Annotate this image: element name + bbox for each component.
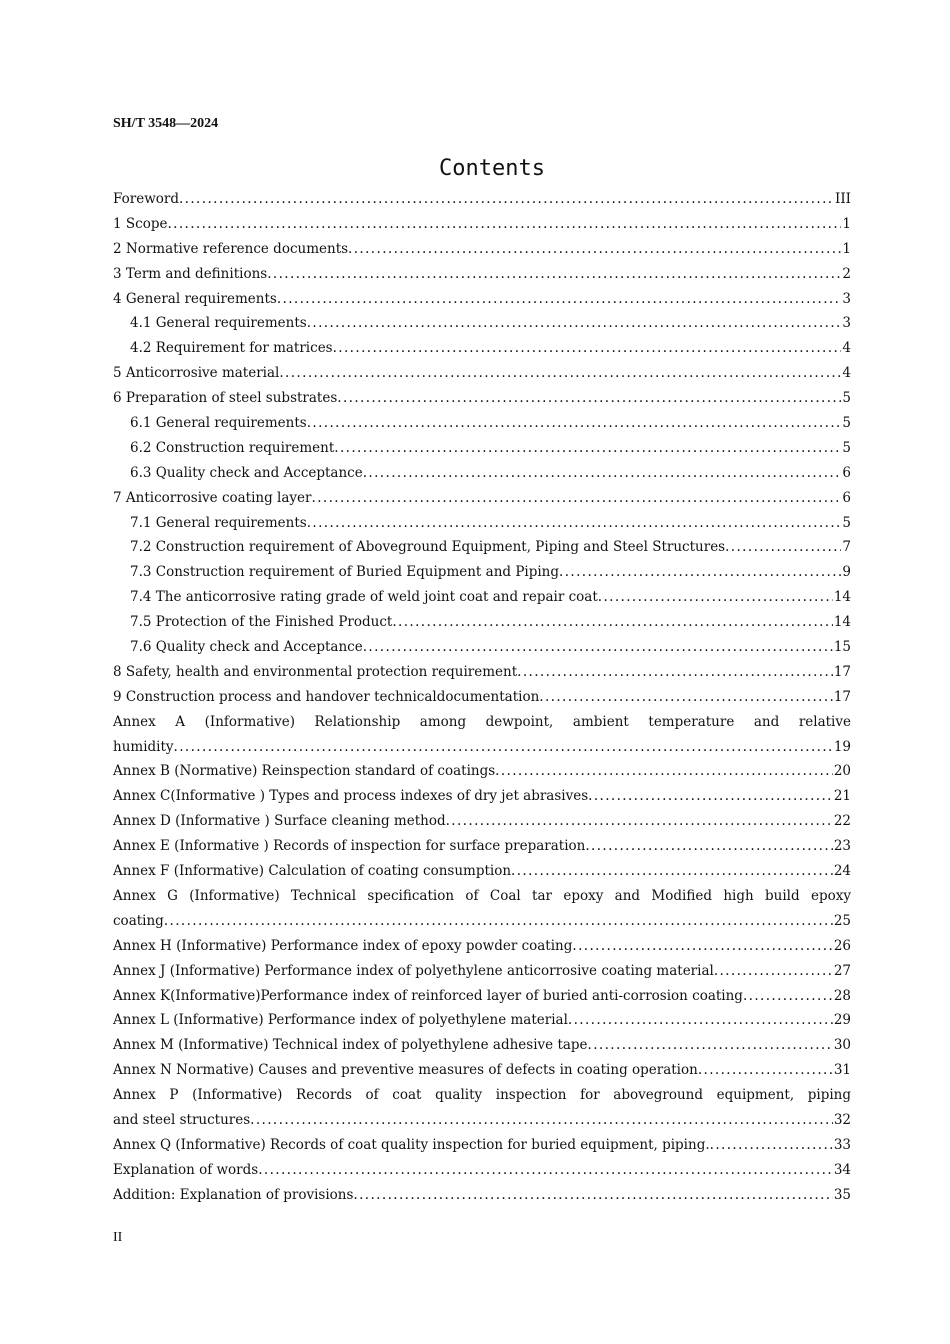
dot-leader <box>267 262 841 287</box>
toc-entry-label: 6.3 Quality check and Acceptance <box>130 464 363 481</box>
dot-leader <box>710 1133 833 1158</box>
toc-entry-page: 20 <box>833 763 851 780</box>
toc-entry[interactable] <box>113 1083 851 1108</box>
toc-entry-label: Annex B (Normative) Reinspection standard of coatings <box>113 763 496 780</box>
toc-entry[interactable] <box>113 411 851 436</box>
toc-entry-page: 15 <box>833 639 851 656</box>
toc-entry[interactable] <box>113 585 851 610</box>
toc-entry-label: Annex P (Informative) Records of coat quality inspection for aboveground equipment, piping <box>113 1087 851 1104</box>
toc-entry-page: 14 <box>833 614 851 631</box>
toc-entry[interactable] <box>113 436 851 461</box>
toc-entry-page: 5 <box>842 415 851 432</box>
dot-leader <box>585 834 832 859</box>
dot-leader <box>348 237 841 262</box>
toc-entry[interactable] <box>113 262 851 287</box>
dot-leader <box>258 1158 833 1183</box>
toc-entry[interactable] <box>113 884 851 909</box>
toc-entry-label: Annex N Normative) Causes and preventive measures of defects in coating operation <box>113 1062 698 1079</box>
toc-entry[interactable] <box>113 735 851 760</box>
page-title: Contents <box>439 156 545 181</box>
toc-entry-label: 5 Anticorrosive material <box>113 365 280 382</box>
toc-entry-label: Explanation of words <box>113 1161 259 1178</box>
dot-leader <box>568 1008 833 1033</box>
dot-leader <box>495 759 833 784</box>
toc-entry-page: 1 <box>842 240 851 257</box>
toc-entry-label: 7.6 Quality check and Acceptance <box>130 639 363 656</box>
toc-entry[interactable] <box>113 386 851 411</box>
dot-leader <box>363 461 842 486</box>
toc-entry-label: coating <box>113 912 164 929</box>
toc-entry-label: Annex J (Informative) Performance index of polyethylene anticorrosive coating material <box>113 962 714 979</box>
toc-entry[interactable] <box>113 1008 851 1033</box>
dot-leader <box>279 361 841 386</box>
dot-leader <box>517 660 833 685</box>
toc-entry[interactable] <box>113 809 851 834</box>
toc-entry-label: Annex A (Informative) Relationship among dewpoint, ambient temperature and relative <box>113 713 851 730</box>
toc-entry-label: Annex E (Informative ) Records of inspection for surface preparation <box>113 838 586 855</box>
dot-leader <box>167 212 841 237</box>
dot-leader <box>353 1183 832 1208</box>
toc-entry[interactable] <box>113 635 851 660</box>
dot-leader <box>539 685 833 710</box>
toc-entry-page: 27 <box>833 962 851 979</box>
toc-entry-page: 25 <box>833 912 851 929</box>
dot-leader <box>337 386 841 411</box>
toc-entry[interactable] <box>113 859 851 884</box>
dot-leader <box>559 560 841 585</box>
dot-leader <box>598 585 833 610</box>
dot-leader <box>588 1033 833 1058</box>
toc-entry[interactable] <box>113 1158 851 1183</box>
toc-entry-label: 7.2 Construction requirement of Aboveground Equipment, Piping and Steel Structures <box>130 539 726 556</box>
toc-entry-label: Annex M (Informative) Technical index of polyethylene adhesive tape <box>113 1037 588 1054</box>
toc-entry-label: 6.2 Construction requirement <box>130 439 335 456</box>
toc-entry[interactable] <box>113 560 851 585</box>
toc-entry-label: Foreword <box>113 191 179 207</box>
toc-entry-label: Addition: Explanation of provisions <box>113 1186 354 1203</box>
toc-entry-page: 7 <box>842 539 851 556</box>
dot-leader <box>698 1058 833 1083</box>
toc-entry-page: 4 <box>842 365 851 382</box>
toc-entry-label: Annex D (Informative ) Surface cleaning method <box>113 813 446 830</box>
toc-entry-page: 24 <box>833 863 851 880</box>
dot-leader <box>714 959 833 984</box>
toc-entry-page: 23 <box>833 838 851 855</box>
toc-entry[interactable] <box>113 834 851 859</box>
toc-entry-page: 6 <box>842 464 851 481</box>
dot-leader <box>174 735 833 760</box>
toc-entry-page: 5 <box>842 439 851 456</box>
toc-entry-label: 8 Safety, health and environmental protection requirement <box>113 663 518 680</box>
toc-entry-label: 6.1 General requirements <box>130 415 307 432</box>
toc-entry-label: 7.3 Construction requirement of Buried Equipment and Piping <box>130 564 560 581</box>
toc-entry-label: 7.5 Protection of the Finished Product <box>130 614 393 631</box>
toc-entry-page: 33 <box>833 1136 851 1153</box>
toc-entry[interactable] <box>113 984 851 1009</box>
toc-entry-page: 3 <box>842 290 851 307</box>
standard-code: SH/T 3548—2024 <box>113 116 219 131</box>
dot-leader <box>164 909 833 934</box>
toc-entry[interactable] <box>113 660 851 685</box>
toc-entry-label: 4.2 Requirement for matrices <box>130 340 333 357</box>
toc-entry-label: 2 Normative reference documents <box>113 240 349 257</box>
dot-leader <box>333 336 842 361</box>
toc-entry-label: 4.1 General requirements <box>130 315 307 332</box>
toc-entry[interactable] <box>113 1183 851 1208</box>
toc-entry[interactable] <box>113 311 851 336</box>
toc-entry[interactable] <box>113 784 851 809</box>
toc-entry-page: 29 <box>833 1012 851 1029</box>
toc-entry-label: Annex K(Informative)Performance index of reinforced layer of buried anti-corrosion coating <box>113 987 743 1004</box>
page-number: II <box>113 1230 123 1245</box>
toc-entry-page: 5 <box>842 390 851 407</box>
toc-entry[interactable] <box>113 212 851 237</box>
toc-entry-page: 35 <box>833 1186 851 1203</box>
toc-entry[interactable] <box>113 187 851 212</box>
toc-entry-label: Annex L (Informative) Performance index of polyethylene material <box>113 1012 568 1029</box>
toc-entry-page: 31 <box>833 1062 851 1079</box>
toc-entry-page: 22 <box>833 813 851 830</box>
toc-entry[interactable] <box>113 486 851 511</box>
toc-entry-label: 1 Scope <box>113 215 168 232</box>
toc-entry-page: 2 <box>842 265 851 282</box>
toc-entry-page: 21 <box>833 788 851 805</box>
toc-entry-label: 7 Anticorrosive coating layer <box>113 489 312 506</box>
dot-leader <box>179 187 834 212</box>
toc-entry-page: 32 <box>833 1111 851 1128</box>
toc-entry-page: 34 <box>833 1161 851 1178</box>
toc-entry-label: Annex H (Informative) Performance index of epoxy powder coating <box>113 937 573 954</box>
toc-entry-page: 19 <box>833 738 851 755</box>
toc-entry-page: 26 <box>833 937 851 954</box>
toc-entry[interactable] <box>113 461 851 486</box>
toc-entry[interactable] <box>113 685 851 710</box>
dot-leader <box>392 610 833 635</box>
toc-entry-page: 3 <box>842 315 851 332</box>
toc-entry[interactable] <box>113 1058 851 1083</box>
toc-entry-label: Annex F (Informative) Calculation of coating consumption <box>113 863 512 880</box>
toc-entry-label: 6 Preparation of steel substrates <box>113 390 338 407</box>
dot-leader <box>277 287 842 312</box>
toc-entry-page: 9 <box>842 564 851 581</box>
dot-leader <box>588 784 833 809</box>
dot-leader <box>307 511 842 536</box>
toc-entry-page: 1 <box>842 215 851 232</box>
dot-leader <box>307 411 842 436</box>
dot-leader <box>312 486 842 511</box>
toc-entry-page: 4 <box>842 340 851 357</box>
toc-entry-page: 5 <box>842 514 851 531</box>
toc-entry-label: Annex Q (Informative) Records of coat quality inspection for buried equipment, piping. <box>113 1136 710 1153</box>
dot-leader <box>307 311 842 336</box>
toc-entry-page: 14 <box>833 589 851 606</box>
toc-entry[interactable] <box>113 759 851 784</box>
toc-entry[interactable] <box>113 336 851 361</box>
toc-entry-page: 17 <box>833 663 851 680</box>
toc-entry-page: 6 <box>842 489 851 506</box>
toc-entry[interactable] <box>113 361 851 386</box>
dot-leader <box>363 635 833 660</box>
dot-leader <box>250 1108 833 1133</box>
toc-entry-page: 17 <box>833 688 851 705</box>
toc-entry[interactable] <box>113 710 851 735</box>
toc-entry-label: Annex G (Informative) Technical specification of Coal tar epoxy and Modified high build epoxy <box>113 887 851 904</box>
toc-entry-label: 7.4 The anticorrosive rating grade of weld joint coat and repair coat <box>130 589 598 606</box>
toc-entry-label: 9 Construction process and handover technicaldocumentation <box>113 688 540 705</box>
dot-leader <box>334 436 841 461</box>
toc-entry-page: III <box>835 191 851 207</box>
toc-entry[interactable] <box>113 1033 851 1058</box>
dot-leader <box>725 535 841 560</box>
dot-leader <box>446 809 833 834</box>
toc-entry[interactable] <box>113 1108 851 1133</box>
toc-entry-page: 28 <box>833 987 851 1004</box>
toc-entry[interactable] <box>113 237 851 262</box>
toc-entry-label: and steel structures <box>113 1111 251 1128</box>
dot-leader <box>511 859 833 884</box>
dot-leader <box>743 984 833 1009</box>
toc-entry[interactable] <box>113 287 851 312</box>
toc-entry-label: humidity <box>113 738 174 755</box>
toc-entry[interactable] <box>113 959 851 984</box>
toc-entry[interactable] <box>113 610 851 635</box>
toc-entry[interactable] <box>113 511 851 536</box>
dot-leader <box>572 934 832 959</box>
toc-entry[interactable] <box>113 535 851 560</box>
toc-entry-label: 3 Term and definitions <box>113 265 268 282</box>
toc-entry[interactable] <box>113 909 851 934</box>
toc-entry[interactable] <box>113 934 851 959</box>
toc-entry-label: 4 General requirements <box>113 290 277 307</box>
toc-entry-label: 7.1 General requirements <box>130 514 307 531</box>
toc-entry[interactable] <box>113 1133 851 1158</box>
table-of-contents <box>113 187 851 1208</box>
toc-entry-label: Annex C(Informative ) Types and process indexes of dry jet abrasives <box>113 788 589 805</box>
toc-entry-page: 30 <box>833 1037 851 1054</box>
